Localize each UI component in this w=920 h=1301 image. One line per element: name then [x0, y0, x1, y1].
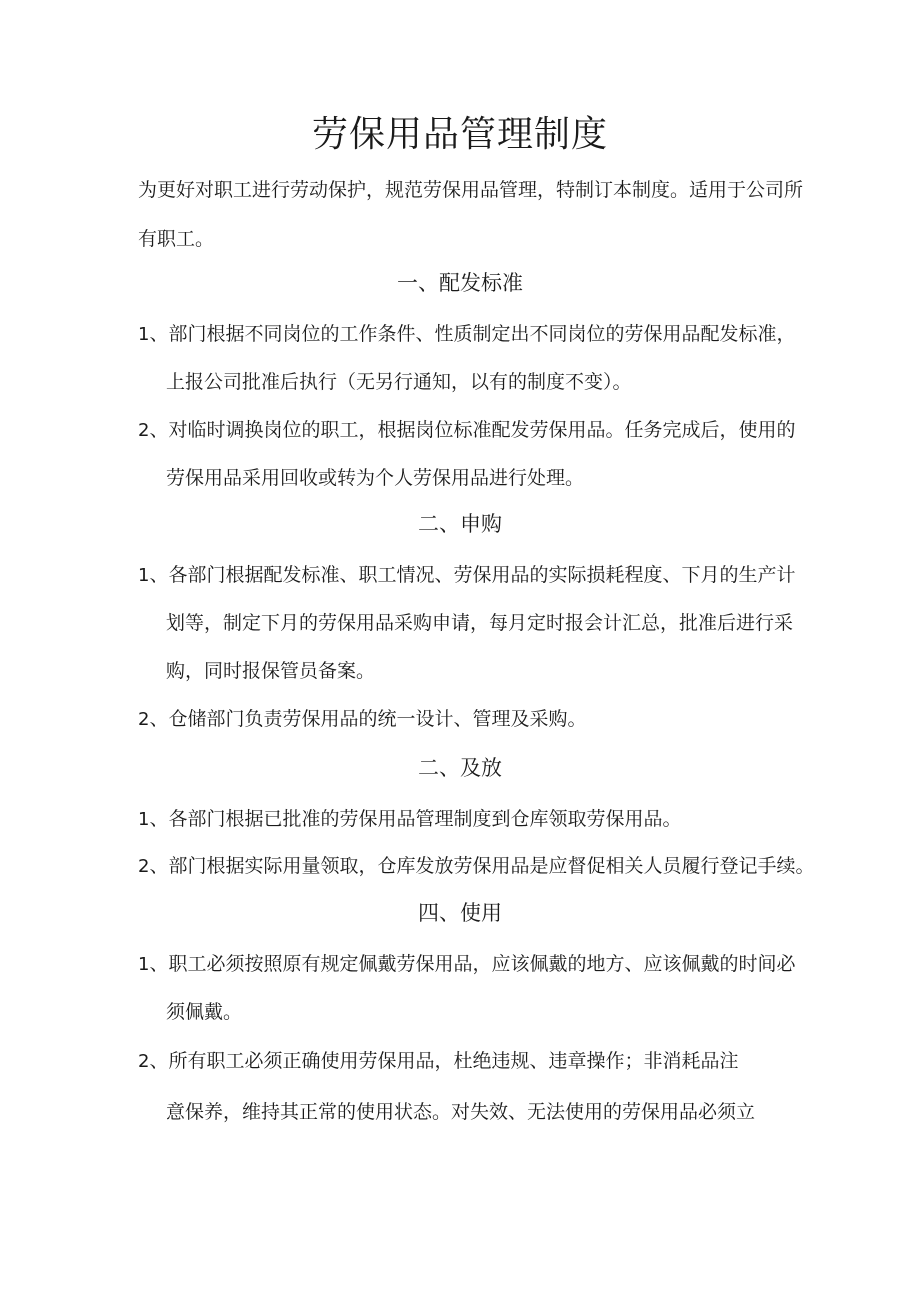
list-item	[138, 562, 795, 589]
item-separator: 、	[149, 708, 169, 730]
item-number: 1	[138, 809, 150, 830]
item-separator: 、	[149, 564, 169, 586]
item-separator: 、	[149, 419, 169, 441]
intro-line-2: 有职工。	[138, 228, 215, 250]
item-number: 2	[138, 420, 150, 441]
item-text-line: 购，同时报保管员备案。	[166, 660, 376, 682]
item-text-line: 对临时调换岗位的职工，根据岗位标准配发劳保用品。任务完成后，使用的	[168, 419, 796, 441]
section-heading-distribution-standard: 一、配发标准	[397, 271, 523, 295]
item-number: 1	[138, 324, 150, 345]
list-item	[138, 853, 814, 880]
item-number: 2	[138, 856, 150, 877]
item-text-line: 仓储部门负责劳保用品的统一设计、管理及采购。	[168, 708, 587, 730]
item-text-line: 职工必须按照原有规定佩戴劳保用品，应该佩戴的地方、应该佩戴的时间必	[168, 953, 796, 975]
item-text-line: 意保养，维持其正常的使用状态。对失效、无法使用的劳保用品必须立	[166, 1101, 756, 1123]
item-separator: 、	[149, 953, 169, 975]
item-separator: 、	[149, 323, 169, 345]
item-number: 1	[138, 954, 150, 975]
section-heading-purchase: 二、申购	[418, 512, 502, 536]
item-separator: 、	[149, 855, 169, 877]
item-separator: 、	[149, 1050, 169, 1072]
item-text-line: 部门根据实际用量领取，仓库发放劳保用品是应督促相关人员履行登记手续。	[168, 855, 815, 877]
list-item	[138, 806, 681, 833]
item-text-line: 各部门根据已批准的劳保用品管理制度到仓库领取劳保用品。	[168, 808, 682, 830]
section-heading-issue: 二、及放	[418, 756, 502, 780]
item-text-line: 须佩戴。	[166, 1001, 243, 1023]
list-item	[138, 951, 795, 978]
intro-line-1: 为更好对职工进行劳动保护，规范劳保用品管理，特制订本制度。适用于公司所	[138, 179, 804, 201]
item-number: 1	[138, 565, 150, 586]
item-text-line: 所有职工必须正确使用劳保用品，杜绝违规、违章操作；非消耗品注	[168, 1050, 739, 1072]
item-number: 2	[138, 1051, 150, 1072]
item-number: 2	[138, 709, 150, 730]
item-text-line: 上报公司批准后执行（无另行通知，以有的制度不变）。	[166, 371, 632, 393]
item-text-line: 各部门根据配发标准、职工情况、劳保用品的实际损耗程度、下月的生产计	[168, 564, 796, 586]
item-separator: 、	[149, 808, 169, 830]
list-item	[138, 706, 586, 733]
list-item	[138, 1048, 738, 1075]
item-text-line: 部门根据不同岗位的工作条件、性质制定出不同岗位的劳保用品配发标准，	[168, 323, 796, 345]
item-text-line: 划等，制定下月的劳保用品采购申请，每月定时报会计汇总，批准后进行采	[166, 612, 794, 634]
item-text-line: 劳保用品采用回收或转为个人劳保用品进行处理。	[166, 467, 585, 489]
document-title: 劳保用品管理制度	[311, 114, 608, 155]
list-item	[138, 417, 795, 444]
section-heading-usage: 四、使用	[418, 901, 502, 925]
list-item	[138, 321, 795, 348]
